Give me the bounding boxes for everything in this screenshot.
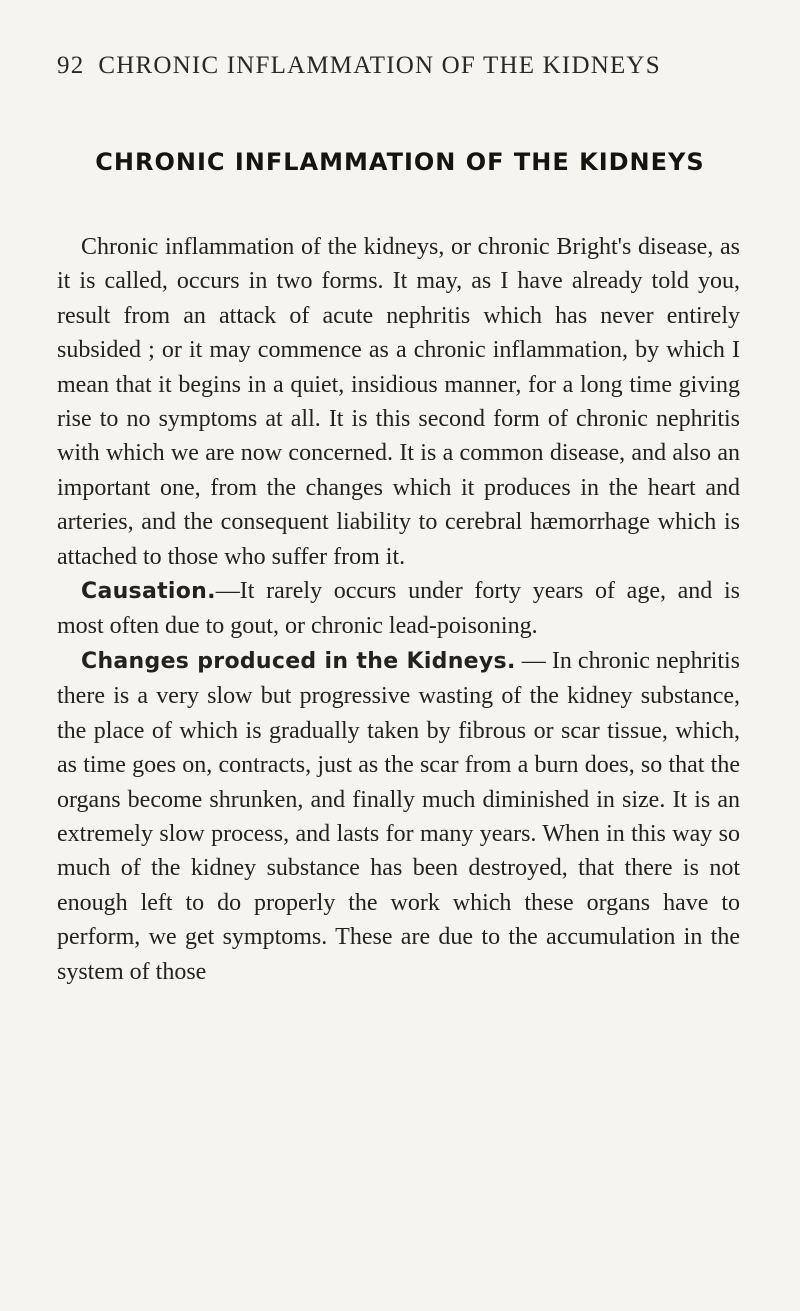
intro-paragraph: Chronic inflammation of the kidneys, or chronic Bright's disease, as it is called, occurs in two forms. It may, as I have already told you, result from an attack of acute nephritis which has never entirely subsided ; or it may commence as a chronic inflammation, by which I mean that it begins in a quiet, insidious manner, for a long time giving rise to no symptoms at all. It is this second form of chronic nephritis with which we are now concerned. It is a common disease, and also an important one, from the changes which it produces in the heart and arteries, and the consequent liability to cerebral hæmorrhage which is attached to those who suffer from it. <box>57 234 740 570</box>
causation-text: —It rarely occurs under forty years of age, and is most often due to gout, or chronic lead-poisoning. <box>57 578 740 640</box>
causation-heading: Causation. <box>81 579 216 605</box>
running-title: CHRONIC INFLAMMATION OF THE KIDNEYS <box>98 52 661 79</box>
changes-heading: Changes produced in the Kidneys. <box>81 648 516 674</box>
body-text <box>57 230 740 989</box>
changes-paragraph <box>57 644 740 989</box>
causation-paragraph <box>57 574 740 644</box>
page-number: 92 <box>57 52 85 79</box>
changes-text: — In chronic nephritis there is a very slow but progressive wasting of the kidney substance, the place of which is gradually taken by fibrous or scar tissue, which, as time goes on, contracts, just as the scar from a burn does, so that the organs become shrunken, and finally much diminished in size. It is an extremely slow process, and lasts for many years. When in this way so much of the kidney substance has been destroyed, that there is not enough left to do properly the work which these organs have to perform, we get symptoms. These are due to the accumulation in the system of those <box>57 647 740 985</box>
running-header <box>57 52 737 80</box>
chapter-title: CHRONIC INFLAMMATION OF THE KIDNEYS <box>95 148 705 176</box>
